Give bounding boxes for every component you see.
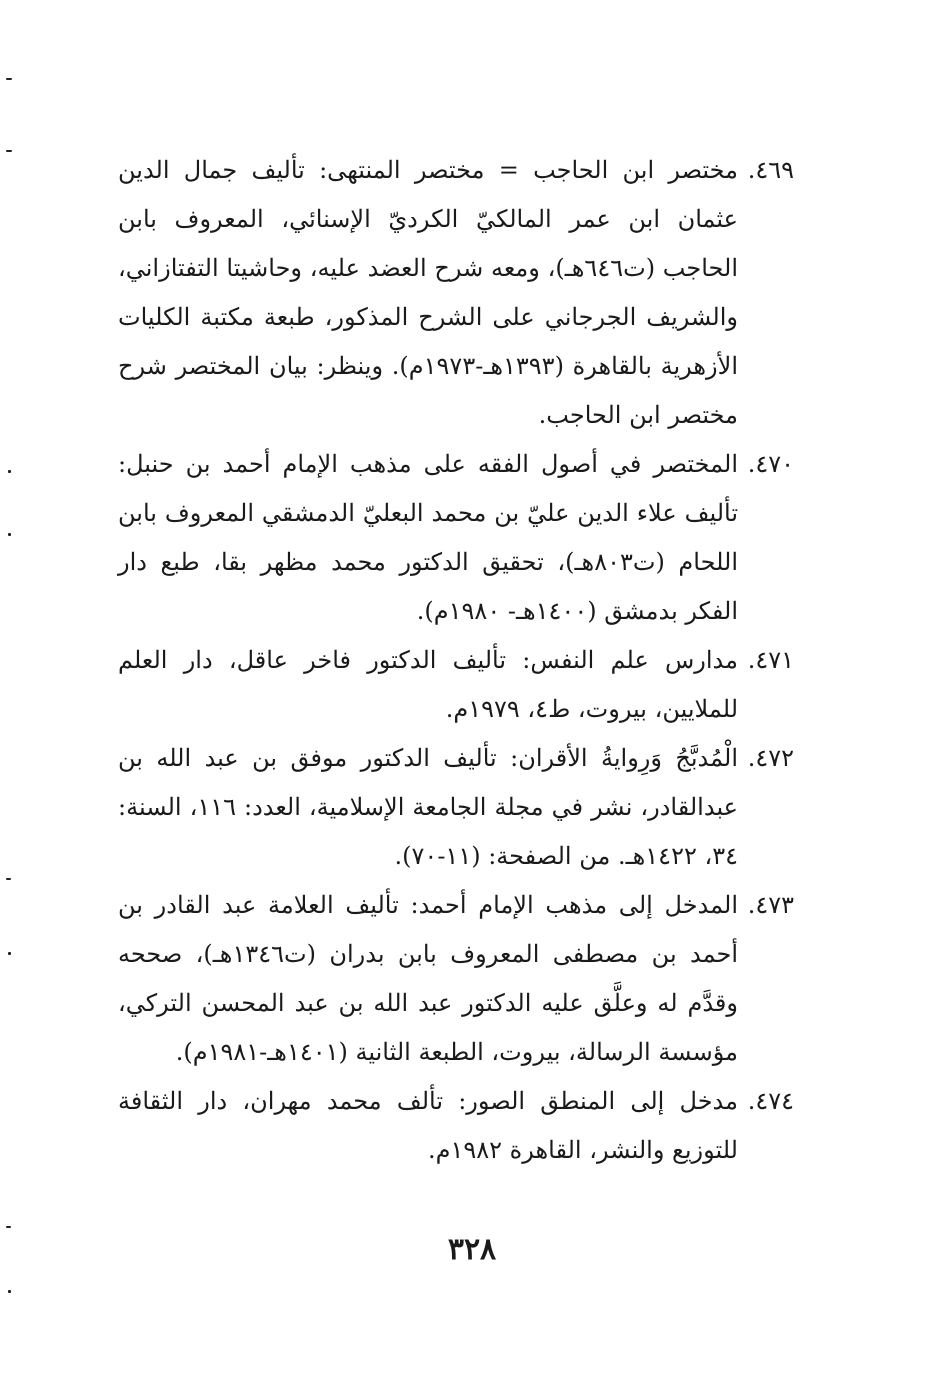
entry-number: ٤٧٤. <box>747 1087 794 1115</box>
entry-number: ٤٧٠. <box>747 450 794 478</box>
bibliography-entry <box>118 636 794 734</box>
page-number: ٣٢٨ <box>447 1232 497 1267</box>
entry-text: مختصر ابن الحاجب = مختصر المنتهى: تأليف جمال الدين عثمان ابن عمر المالكيّ الكرديّ الإسنائي، المعروف بابن الحاجب (ت٦٤٦هـ)، ومعه شرح العضد عليه، وحاشيتا التفتازاني، والشريف الجرجاني على الشرح المذكور، طبعة مكتبة الكليات الأزهرية بالقاهرة (١٣٩٣هـ-١٩٧٣م). وينظر: بيان المختصر شرح مختصر ابن الحاجب. <box>118 156 738 429</box>
bibliography-entry <box>118 146 794 440</box>
entry-text: المختصر في أصول الفقه على مذهب الإمام أحمد بن حنبل: تأليف علاء الدين عليّ بن محمد البعليّ الدمشقي المعروف بابن اللحام (ت٨٠٣هـ)، تحقيق الدكتور محمد مظهر بقا، طبع دار الفكر بدمشق (١٤٠٠هـ- ١٩٨٠م). <box>118 450 738 625</box>
margin-mark <box>6 78 12 80</box>
margin-mark <box>6 1226 11 1228</box>
margin-mark <box>8 470 11 473</box>
bibliography-entry <box>118 1077 794 1175</box>
bibliography-entry <box>118 440 794 636</box>
entry-number: ٤٦٩. <box>747 156 794 184</box>
entry-text: الْمُدبَّجُ وَرِوايةُ الأقران: تأليف الدكتور موفق بن عبد الله بن عبدالقادر، نشر في مجلة الجامعة الإسلامية، العدد: ١١٦، السنة: ٣٤، ١٤٢٢هـ. من الصفحة: (١١-٧٠). <box>118 744 739 870</box>
entry-number: ٤٧٢. <box>747 744 794 772</box>
margin-mark <box>8 952 11 955</box>
entry-number: ٤٧٣. <box>747 891 794 919</box>
bibliography-entry <box>118 881 794 1077</box>
entry-number: ٤٧١. <box>747 646 794 674</box>
entry-text: مدخل إلى المنطق الصور: تألف محمد مهران، دار الثقافة للتوزيع والنشر، القاهرة ١٩٨٢م. <box>118 1087 738 1164</box>
bibliography-entry <box>118 734 794 881</box>
entry-text: مدارس علم النفس: تأليف الدكتور فاخر عاقل، دار العلم للملايين، بيروت، ط٤، ١٩٧٩م. <box>118 646 738 723</box>
margin-mark <box>8 1290 11 1293</box>
margin-mark <box>6 150 12 152</box>
bibliography-list <box>118 146 794 1175</box>
entry-text: المدخل إلى مذهب الإمام أحمد: تأليف العلامة عبد القادر بن أحمد بن مصطفى المعروف بابن بدران (ت١٣٤٦هـ)، صححه وقدَّم له وعلَّق عليه الدكتور عبد الله بن عبد المحسن التركي، مؤسسة الرسالة، بيروت، الطبعة الثانية (١٤٠١هـ-١٩٨١م). <box>118 891 739 1066</box>
margin-mark <box>6 878 11 880</box>
margin-mark <box>8 533 11 536</box>
